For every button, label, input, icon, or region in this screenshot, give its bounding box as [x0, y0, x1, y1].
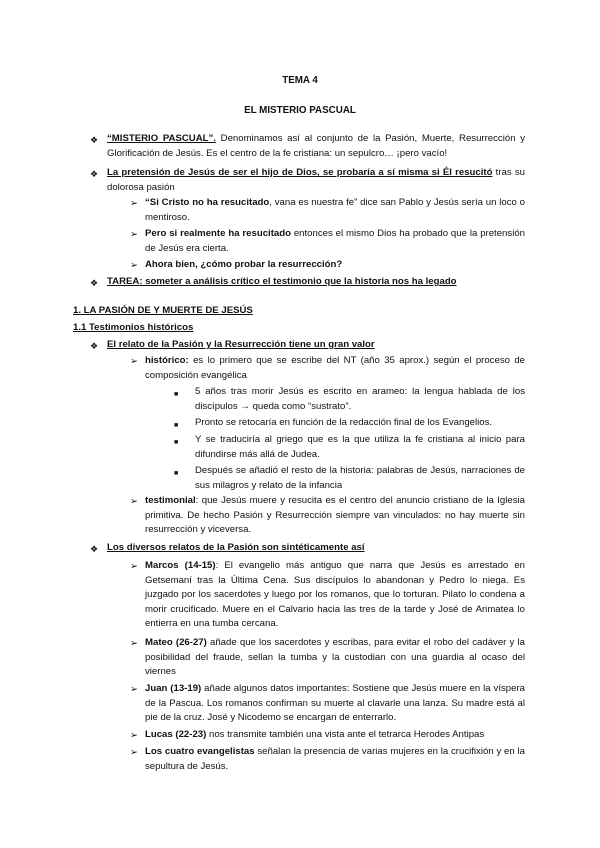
arrow-bullet-icon: ➢ — [130, 356, 138, 367]
diamond-bullet-icon: ❖ — [90, 278, 99, 288]
arrow-bullet-icon: ➢ — [130, 684, 138, 695]
intro-sub-item: Pero si realmente ha resucitado entonces el mismo Dios ha probado que la pretensión de Jesús era cierta. — [145, 228, 525, 254]
diamond-bullet-icon: ❖ — [90, 544, 99, 554]
gospel-item-juan: Juan (13-19) añade algunos datos importantes: Sostiene que Jesús muere en la víspera de la Pascua. Los romanos confirman su muerte al clavarle una lanza. Su madre está al pie de la cruz. José y Nicodemo se encargan de enterrarlo. — [145, 683, 525, 724]
intro-paragraph: “MISTERIO PASCUAL”. Denominamos así al conjunto de la Pasión, Muerte, Resurrección y Glorificación de Jesús. Es el centro de la fe cristiana: un sepulcro… ¡pero vacío! — [107, 133, 525, 159]
relatos-heading: Los diversos relatos de la Pasión son sintéticamente así — [107, 542, 365, 553]
diamond-bullet-icon: ❖ — [90, 341, 99, 351]
intro-sub-item: “Si Cristo no ha resucitado, vana es nuestra fe” dice san Pablo y Jesús sería un loco o mentiroso. — [145, 197, 525, 223]
arrow-bullet-icon: ➢ — [130, 496, 138, 507]
square-bullet-icon: ■ — [174, 470, 179, 477]
historico-subitem: Pronto se retocaría en función de la redacción final de los Evangelios. — [195, 417, 493, 428]
page-title: TEMA 4 — [282, 75, 318, 86]
subsection-heading: 1.1 Testimonios históricos — [73, 322, 194, 333]
gospel-item-lucas: Lucas (22-23) nos transmite también una vista ante el tetrarca Herodes Antipas — [145, 729, 485, 740]
intro-paragraph: La pretensión de Jesús de ser el hijo de Dios, se probaría a sí misma si Él resucitó tras su dolorosa pasión — [107, 167, 525, 193]
gospel-item-cuatro: Los cuatro evangelistas señalan la presencia de varias mujeres en la crucifixión y en la sepultura de Jesús. — [145, 746, 525, 772]
intro-sub-item: Ahora bien, ¿cómo probar la resurrección? — [145, 259, 343, 270]
square-bullet-icon: ■ — [174, 439, 179, 446]
relato-heading: El relato de la Pasión y la Resurrección tiene un gran valor — [107, 339, 375, 350]
intro-paragraph: TAREA: someter a análisis crítico el testimonio que la historia nos ha legado — [107, 276, 457, 287]
arrow-bullet-icon: ➢ — [130, 198, 138, 209]
gospel-item-mateo: Mateo (26-27) añade que los sacerdotes y escribas, para evitar el robo del cadáver y la posibilidad del fraude, sellan la tumba y la custodian con una guardia al ocaso del viernes — [145, 637, 525, 678]
historico-item: histórico: es lo primero que se escribe del NT (año 35 aprox.) según el proceso de composición evangélica — [145, 355, 525, 381]
square-bullet-icon: ■ — [174, 391, 179, 398]
arrow-bullet-icon: ➢ — [130, 730, 138, 741]
historico-subitem: Y se traduciría al griego que es la que utiliza la fe cristiana al inicio para difundirse más allá de Judea. — [195, 434, 525, 460]
testimonial-item: testimonial: que Jesús muere y resucita es el centro del anuncio cristiano de la Iglesia primitiva. De hecho Pasión y Resurrección siempre van vinculados: no hay muerte sin resurrección y viceversa. — [145, 495, 525, 536]
section-heading: 1. LA PASIÓN DE Y MUERTE DE JESÚS — [73, 305, 253, 316]
historico-subitem: Después se añadió el resto de la historia: palabras de Jesús, narraciones de sus milagros y relato de la infancia — [195, 465, 525, 491]
arrow-bullet-icon: ➢ — [130, 260, 138, 271]
historico-subitem: 5 años tras morir Jesús es escrito en arameo: la lengua hablada de los discípulos → queda como “sustrato”. — [195, 386, 525, 412]
arrow-bullet-icon: ➢ — [130, 561, 138, 572]
arrow-bullet-icon: ➢ — [130, 229, 138, 240]
square-bullet-icon: ■ — [174, 422, 179, 429]
arrow-bullet-icon: ➢ — [130, 747, 138, 758]
diamond-bullet-icon: ❖ — [90, 135, 99, 145]
diamond-bullet-icon: ❖ — [90, 169, 99, 179]
page-subtitle: EL MISTERIO PASCUAL — [244, 105, 356, 116]
gospel-item-marcos: Marcos (14-15): El evangelio más antiguo que narra que Jesús es arrestado en Getsemaní tras la Última Cena. Sus discípulos lo abandonan y Pedro lo niega. Es juzgado por los sacerdotes y luego por los romanos, que lo torturan. Pilato lo condena a morir crucificado. Muere en el Calvario hacia las tres de la tarde y José de Arimatea lo entierra en una tumba cercana. — [145, 560, 525, 630]
arrow-bullet-icon: ➢ — [130, 638, 138, 649]
